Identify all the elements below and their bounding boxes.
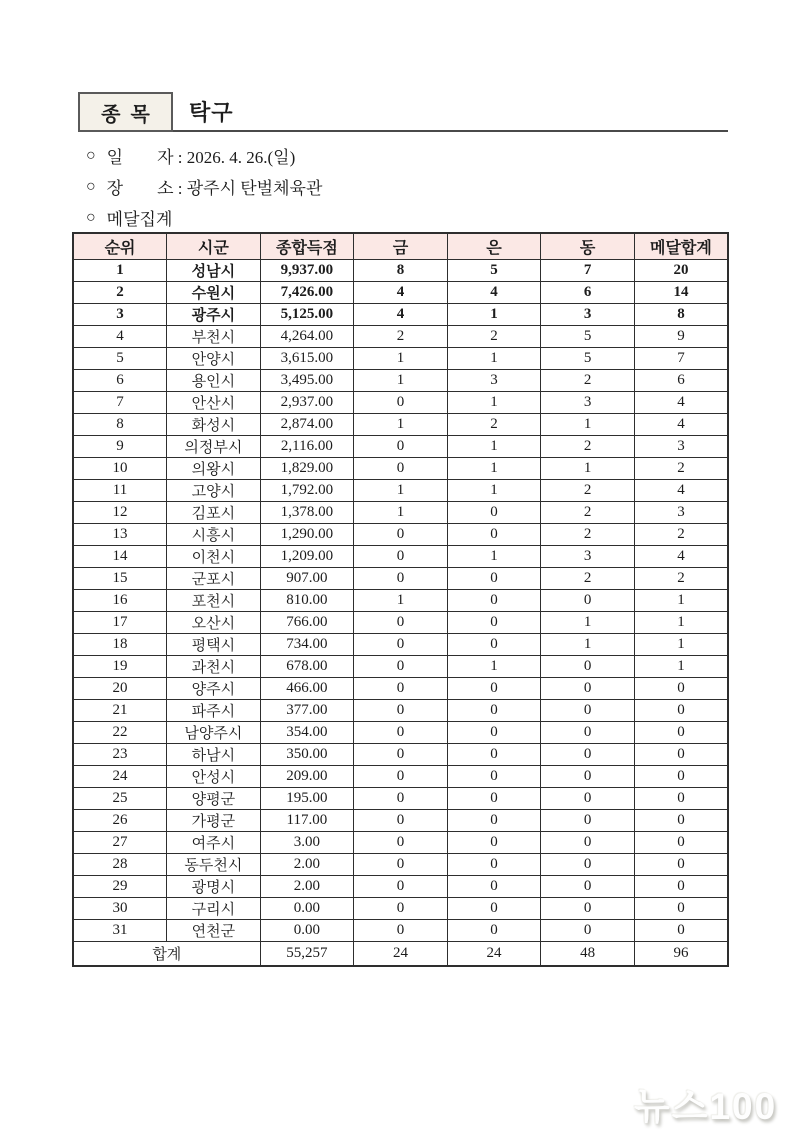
table-cell: 0 bbox=[354, 831, 448, 853]
table-foot bbox=[73, 941, 728, 966]
table-cell: 766.00 bbox=[260, 611, 354, 633]
table-cell: 1 bbox=[541, 413, 635, 435]
table-row bbox=[73, 259, 728, 281]
table-cell: 0 bbox=[354, 765, 448, 787]
table-cell: 0 bbox=[447, 919, 541, 941]
table-cell: 14 bbox=[634, 281, 728, 303]
table-cell: 1 bbox=[354, 501, 448, 523]
table-cell: 수원시 bbox=[167, 281, 261, 303]
table-cell: 25 bbox=[73, 787, 167, 809]
table-cell: 1 bbox=[447, 479, 541, 501]
table-cell: 5 bbox=[541, 347, 635, 369]
table-cell: 0 bbox=[447, 523, 541, 545]
table-cell: 23 bbox=[73, 743, 167, 765]
table-cell: 2 bbox=[541, 523, 635, 545]
table-cell: 오산시 bbox=[167, 611, 261, 633]
table-cell: 0 bbox=[447, 875, 541, 897]
table-cell: 0 bbox=[354, 919, 448, 941]
table-cell: 화성시 bbox=[167, 413, 261, 435]
total-cell: 96 bbox=[634, 941, 728, 966]
table-cell: 0 bbox=[354, 743, 448, 765]
info-text: 메달집계 bbox=[106, 210, 173, 229]
table-row bbox=[73, 589, 728, 611]
table-cell: 구리시 bbox=[167, 897, 261, 919]
table-cell: 3,615.00 bbox=[260, 347, 354, 369]
table-cell: 1 bbox=[447, 457, 541, 479]
table-cell: 1 bbox=[354, 479, 448, 501]
table-cell: 28 bbox=[73, 853, 167, 875]
column-header: 메달합계 bbox=[634, 233, 728, 259]
table-cell: 1 bbox=[447, 435, 541, 457]
table-cell: 8 bbox=[354, 259, 448, 281]
table-cell: 0 bbox=[354, 611, 448, 633]
event-header bbox=[78, 92, 728, 132]
circle-bullet-icon: ○ bbox=[86, 208, 96, 226]
table-cell: 0 bbox=[354, 457, 448, 479]
table-cell: 0 bbox=[541, 699, 635, 721]
column-header: 동 bbox=[541, 233, 635, 259]
table-row bbox=[73, 281, 728, 303]
table-cell: 2.00 bbox=[260, 875, 354, 897]
table-cell: 광주시 bbox=[167, 303, 261, 325]
table-cell: 1 bbox=[634, 633, 728, 655]
table-cell: 734.00 bbox=[260, 633, 354, 655]
table-cell: 5,125.00 bbox=[260, 303, 354, 325]
table-row bbox=[73, 787, 728, 809]
table-cell: 0 bbox=[541, 875, 635, 897]
table-cell: 1 bbox=[541, 633, 635, 655]
table-cell: 고양시 bbox=[167, 479, 261, 501]
table-cell: 0 bbox=[634, 831, 728, 853]
table-cell: 0 bbox=[354, 545, 448, 567]
table-cell: 2 bbox=[541, 369, 635, 391]
table-head bbox=[73, 233, 728, 259]
table-cell: 안양시 bbox=[167, 347, 261, 369]
table-cell: 2 bbox=[447, 413, 541, 435]
table-cell: 남양주시 bbox=[167, 721, 261, 743]
table-cell: 5 bbox=[541, 325, 635, 347]
table-cell: 7,426.00 bbox=[260, 281, 354, 303]
table-cell: 0 bbox=[354, 655, 448, 677]
table-row bbox=[73, 325, 728, 347]
table-row bbox=[73, 479, 728, 501]
table-cell: 시흥시 bbox=[167, 523, 261, 545]
table-cell: 0 bbox=[354, 391, 448, 413]
table-cell: 9,937.00 bbox=[260, 259, 354, 281]
table-row bbox=[73, 831, 728, 853]
table-cell: 1 bbox=[354, 589, 448, 611]
table-cell: 2.00 bbox=[260, 853, 354, 875]
table-cell: 0 bbox=[354, 633, 448, 655]
table-cell: 2 bbox=[541, 435, 635, 457]
table-cell: 1 bbox=[354, 413, 448, 435]
table-cell: 동두천시 bbox=[167, 853, 261, 875]
table-cell: 26 bbox=[73, 809, 167, 831]
table-row bbox=[73, 655, 728, 677]
total-label: 합계 bbox=[73, 941, 260, 966]
table-cell: 0 bbox=[354, 677, 448, 699]
table-cell: 평택시 bbox=[167, 633, 261, 655]
table-cell: 0 bbox=[447, 501, 541, 523]
column-header: 종합득점 bbox=[260, 233, 354, 259]
table-row bbox=[73, 897, 728, 919]
table-cell: 0 bbox=[634, 897, 728, 919]
table-cell: 0 bbox=[634, 809, 728, 831]
table-cell: 350.00 bbox=[260, 743, 354, 765]
table-row bbox=[73, 919, 728, 941]
table-row bbox=[73, 611, 728, 633]
info-item bbox=[86, 140, 322, 171]
total-cell: 48 bbox=[541, 941, 635, 966]
table-cell: 0 bbox=[354, 875, 448, 897]
table-cell: 209.00 bbox=[260, 765, 354, 787]
info-item bbox=[86, 202, 322, 233]
table-cell: 0 bbox=[541, 809, 635, 831]
table-cell: 0 bbox=[447, 589, 541, 611]
table-cell: 2 bbox=[541, 567, 635, 589]
table-cell: 6 bbox=[634, 369, 728, 391]
table-row bbox=[73, 567, 728, 589]
table-cell: 7 bbox=[634, 347, 728, 369]
table-row bbox=[73, 523, 728, 545]
table-cell: 1 bbox=[447, 391, 541, 413]
table-cell: 4 bbox=[634, 413, 728, 435]
table-cell: 1,792.00 bbox=[260, 479, 354, 501]
table-cell: 29 bbox=[73, 875, 167, 897]
table-cell: 성남시 bbox=[167, 259, 261, 281]
table-cell: 안산시 bbox=[167, 391, 261, 413]
event-label-box bbox=[78, 92, 173, 132]
table-cell: 0 bbox=[634, 919, 728, 941]
table-cell: 19 bbox=[73, 655, 167, 677]
circle-bullet-icon: ○ bbox=[86, 177, 96, 195]
table-cell: 907.00 bbox=[260, 567, 354, 589]
table-cell: 안성시 bbox=[167, 765, 261, 787]
table-cell: 354.00 bbox=[260, 721, 354, 743]
table-cell: 0 bbox=[447, 809, 541, 831]
table-cell: 0 bbox=[354, 809, 448, 831]
table-cell: 18 bbox=[73, 633, 167, 655]
table-cell: 0 bbox=[447, 567, 541, 589]
table-row bbox=[73, 501, 728, 523]
table-cell: 3,495.00 bbox=[260, 369, 354, 391]
table-cell: 1 bbox=[447, 655, 541, 677]
table-cell: 14 bbox=[73, 545, 167, 567]
total-cell: 55,257 bbox=[260, 941, 354, 966]
info-item bbox=[86, 171, 322, 202]
table-cell: 1 bbox=[354, 347, 448, 369]
table-cell: 22 bbox=[73, 721, 167, 743]
table-cell: 1,829.00 bbox=[260, 457, 354, 479]
table-header-row bbox=[73, 233, 728, 259]
table-row bbox=[73, 721, 728, 743]
table-cell: 1 bbox=[73, 259, 167, 281]
table-cell: 7 bbox=[541, 259, 635, 281]
table-cell: 0 bbox=[541, 853, 635, 875]
table-cell: 4 bbox=[447, 281, 541, 303]
table-cell: 0 bbox=[541, 765, 635, 787]
table-cell: 2 bbox=[541, 501, 635, 523]
table-cell: 2 bbox=[73, 281, 167, 303]
table-cell: 27 bbox=[73, 831, 167, 853]
table-cell: 5 bbox=[447, 259, 541, 281]
table-cell: 21 bbox=[73, 699, 167, 721]
news100-watermark: 뉴스100 bbox=[634, 1086, 778, 1127]
table-row bbox=[73, 743, 728, 765]
table-cell: 12 bbox=[73, 501, 167, 523]
table-cell: 0 bbox=[447, 633, 541, 655]
table-cell: 31 bbox=[73, 919, 167, 941]
table-row bbox=[73, 875, 728, 897]
table-cell: 0.00 bbox=[260, 897, 354, 919]
table-cell: 2 bbox=[634, 523, 728, 545]
table-cell: 1 bbox=[447, 545, 541, 567]
table-row bbox=[73, 391, 728, 413]
table-cell: 광명시 bbox=[167, 875, 261, 897]
table-cell: 0 bbox=[447, 897, 541, 919]
table-cell: 0 bbox=[354, 897, 448, 919]
event-label: 종 목 bbox=[101, 103, 150, 126]
table-cell: 연천군 bbox=[167, 919, 261, 941]
total-cell: 24 bbox=[354, 941, 448, 966]
table-row bbox=[73, 369, 728, 391]
table-cell: 377.00 bbox=[260, 699, 354, 721]
table-cell: 0 bbox=[447, 721, 541, 743]
table-cell: 0 bbox=[541, 897, 635, 919]
info-text: 장 소 : 광주시 탄벌체육관 bbox=[106, 179, 323, 198]
table-cell: 2,937.00 bbox=[260, 391, 354, 413]
table-cell: 1 bbox=[541, 611, 635, 633]
table-cell: 0 bbox=[447, 765, 541, 787]
table-cell: 2,116.00 bbox=[260, 435, 354, 457]
table-row bbox=[73, 303, 728, 325]
table-cell: 0 bbox=[541, 655, 635, 677]
table-cell: 0 bbox=[354, 567, 448, 589]
table-cell: 용인시 bbox=[167, 369, 261, 391]
table-cell: 0 bbox=[354, 435, 448, 457]
table-cell: 2 bbox=[447, 325, 541, 347]
table-cell: 0 bbox=[354, 523, 448, 545]
column-header: 은 bbox=[447, 233, 541, 259]
table-cell: 0 bbox=[541, 743, 635, 765]
table-cell: 2,874.00 bbox=[260, 413, 354, 435]
table-cell: 6 bbox=[73, 369, 167, 391]
table-cell: 1 bbox=[541, 457, 635, 479]
table-row bbox=[73, 633, 728, 655]
table-cell: 810.00 bbox=[260, 589, 354, 611]
table-cell: 0 bbox=[634, 699, 728, 721]
table-cell: 20 bbox=[73, 677, 167, 699]
table-row bbox=[73, 677, 728, 699]
table-cell: 5 bbox=[73, 347, 167, 369]
table-cell: 11 bbox=[73, 479, 167, 501]
table-cell: 0 bbox=[447, 677, 541, 699]
table-cell: 4 bbox=[634, 391, 728, 413]
info-list bbox=[86, 140, 322, 233]
table-cell: 2 bbox=[634, 567, 728, 589]
table-cell: 3 bbox=[73, 303, 167, 325]
table-row bbox=[73, 809, 728, 831]
table-cell: 0 bbox=[447, 853, 541, 875]
table-cell: 과천시 bbox=[167, 655, 261, 677]
table-cell: 10 bbox=[73, 457, 167, 479]
table-cell: 2 bbox=[634, 457, 728, 479]
table-row bbox=[73, 457, 728, 479]
table-cell: 4 bbox=[634, 545, 728, 567]
table-cell: 4 bbox=[73, 325, 167, 347]
table-cell: 가평군 bbox=[167, 809, 261, 831]
table-cell: 8 bbox=[634, 303, 728, 325]
medal-table bbox=[72, 232, 729, 967]
table-cell: 1,209.00 bbox=[260, 545, 354, 567]
table-row bbox=[73, 435, 728, 457]
table-cell: 0 bbox=[541, 787, 635, 809]
table-cell: 20 bbox=[634, 259, 728, 281]
table-cell: 9 bbox=[634, 325, 728, 347]
table-cell: 0 bbox=[634, 677, 728, 699]
table-cell: 여주시 bbox=[167, 831, 261, 853]
table-cell: 3 bbox=[634, 435, 728, 457]
table-cell: 0 bbox=[634, 743, 728, 765]
table-cell: 4 bbox=[634, 479, 728, 501]
table-cell: 0 bbox=[634, 853, 728, 875]
table-row bbox=[73, 347, 728, 369]
table-cell: 1 bbox=[447, 347, 541, 369]
table-cell: 0 bbox=[541, 589, 635, 611]
table-cell: 0 bbox=[354, 721, 448, 743]
table-cell: 4 bbox=[354, 281, 448, 303]
table-cell: 1 bbox=[634, 611, 728, 633]
table-cell: 0 bbox=[447, 743, 541, 765]
column-header: 금 bbox=[354, 233, 448, 259]
table-cell: 0.00 bbox=[260, 919, 354, 941]
table-cell: 0 bbox=[541, 919, 635, 941]
table-row bbox=[73, 765, 728, 787]
table-cell: 3 bbox=[541, 391, 635, 413]
table-cell: 2 bbox=[354, 325, 448, 347]
table-row bbox=[73, 699, 728, 721]
table-cell: 4 bbox=[354, 303, 448, 325]
table-cell: 김포시 bbox=[167, 501, 261, 523]
table-cell: 17 bbox=[73, 611, 167, 633]
table-cell: 7 bbox=[73, 391, 167, 413]
table-cell: 0 bbox=[634, 875, 728, 897]
table-cell: 9 bbox=[73, 435, 167, 457]
table-cell: 의정부시 bbox=[167, 435, 261, 457]
table-cell: 0 bbox=[354, 787, 448, 809]
table-cell: 0 bbox=[541, 677, 635, 699]
table-cell: 1,378.00 bbox=[260, 501, 354, 523]
table-cell: 양평군 bbox=[167, 787, 261, 809]
info-text: 일 자 : 2026. 4. 26.(일) bbox=[106, 148, 296, 167]
table-cell: 0 bbox=[634, 765, 728, 787]
table-cell: 24 bbox=[73, 765, 167, 787]
table-cell: 0 bbox=[354, 699, 448, 721]
table-cell: 부천시 bbox=[167, 325, 261, 347]
table-cell: 678.00 bbox=[260, 655, 354, 677]
table-cell: 1 bbox=[447, 303, 541, 325]
column-header: 순위 bbox=[73, 233, 167, 259]
circle-bullet-icon: ○ bbox=[86, 146, 96, 164]
table-cell: 1 bbox=[634, 655, 728, 677]
table-cell: 군포시 bbox=[167, 567, 261, 589]
table-cell: 0 bbox=[447, 611, 541, 633]
table-body bbox=[73, 259, 728, 941]
table-cell: 0 bbox=[447, 699, 541, 721]
table-cell: 이천시 bbox=[167, 545, 261, 567]
table-cell: 0 bbox=[541, 721, 635, 743]
table-cell: 8 bbox=[73, 413, 167, 435]
table-cell: 466.00 bbox=[260, 677, 354, 699]
table-cell: 13 bbox=[73, 523, 167, 545]
table-cell: 0 bbox=[447, 831, 541, 853]
table-cell: 3 bbox=[541, 303, 635, 325]
table-total-row bbox=[73, 941, 728, 966]
table-row bbox=[73, 413, 728, 435]
table-cell: 15 bbox=[73, 567, 167, 589]
table-cell: 3 bbox=[541, 545, 635, 567]
table-row bbox=[73, 545, 728, 567]
table-cell: 포천시 bbox=[167, 589, 261, 611]
table-cell: 30 bbox=[73, 897, 167, 919]
table-cell: 1,290.00 bbox=[260, 523, 354, 545]
table-cell: 2 bbox=[541, 479, 635, 501]
table-cell: 3 bbox=[447, 369, 541, 391]
total-cell: 24 bbox=[447, 941, 541, 966]
table-cell: 1 bbox=[354, 369, 448, 391]
table-cell: 6 bbox=[541, 281, 635, 303]
column-header: 시군 bbox=[167, 233, 261, 259]
table-cell: 1 bbox=[634, 589, 728, 611]
table-cell: 0 bbox=[541, 831, 635, 853]
table-cell: 16 bbox=[73, 589, 167, 611]
table-cell: 0 bbox=[447, 787, 541, 809]
table-cell: 195.00 bbox=[260, 787, 354, 809]
table-cell: 파주시 bbox=[167, 699, 261, 721]
table-cell: 4,264.00 bbox=[260, 325, 354, 347]
table-cell: 117.00 bbox=[260, 809, 354, 831]
table-cell: 의왕시 bbox=[167, 457, 261, 479]
table-cell: 양주시 bbox=[167, 677, 261, 699]
table-cell: 0 bbox=[634, 721, 728, 743]
table-cell: 하남시 bbox=[167, 743, 261, 765]
event-name: 탁구 bbox=[189, 99, 234, 125]
table-cell: 3.00 bbox=[260, 831, 354, 853]
table-row bbox=[73, 853, 728, 875]
table-cell: 0 bbox=[634, 787, 728, 809]
table-cell: 3 bbox=[634, 501, 728, 523]
table-cell: 0 bbox=[354, 853, 448, 875]
